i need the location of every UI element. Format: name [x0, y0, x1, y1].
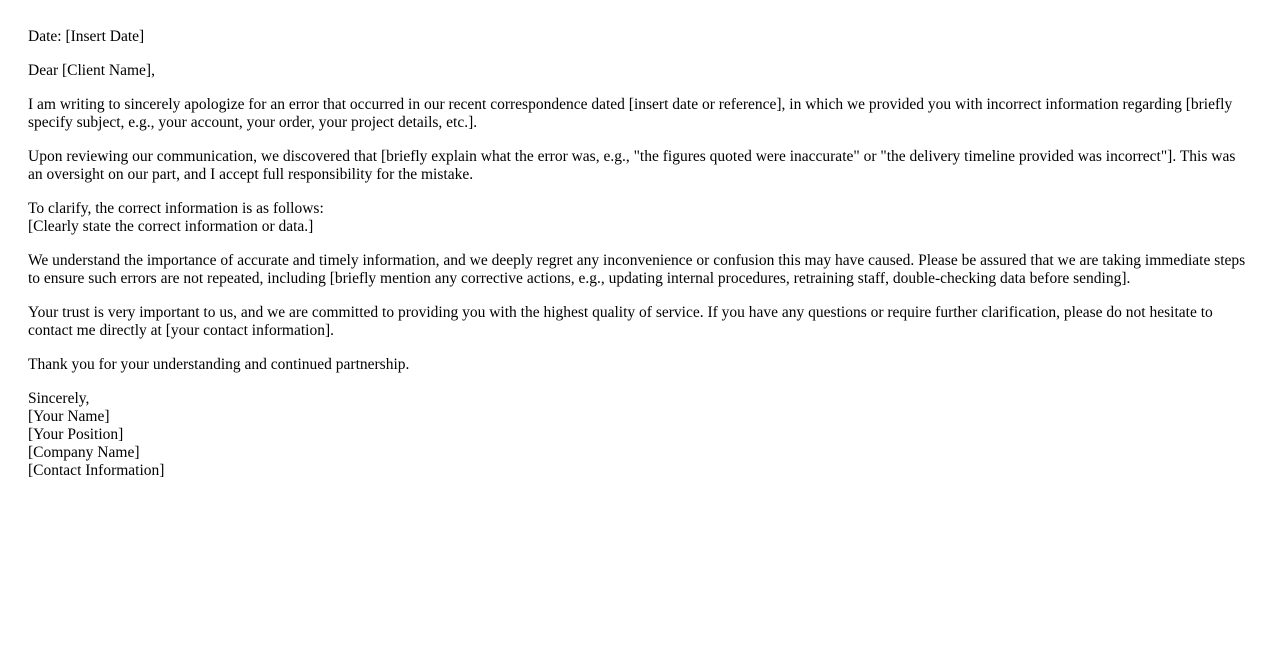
signature-block: [28, 390, 1250, 480]
paragraph-clarification: [28, 200, 1250, 236]
clarification-intro: To clarify, the correct information is as follows:: [28, 200, 324, 217]
paragraph-trust: Your trust is very important to us, and we are committed to providing you with the highest quality of service. If you have any questions or require further clarification, please do not hesitate to contact me directly at [your contact information].: [28, 304, 1213, 339]
closing: Sincerely,: [28, 390, 90, 407]
signature-position: [Your Position]: [28, 426, 124, 443]
salutation: Dear [Client Name],: [28, 62, 155, 79]
signature-contact: [Contact Information]: [28, 462, 165, 479]
clarification-detail: [Clearly state the correct information or data.]: [28, 218, 314, 235]
signature-name: [Your Name]: [28, 408, 110, 425]
paragraph-error-explanation: Upon reviewing our communication, we discovered that [briefly explain what the error was, e.g., "the figures quoted were inaccurate" or "the delivery timeline provided was incorrect"]. This was an oversight on our part, and I accept full responsibility for the mistake.: [28, 148, 1236, 183]
paragraph-thanks: Thank you for your understanding and continued partnership.: [28, 356, 410, 373]
paragraph-apology: I am writing to sincerely apologize for an error that occurred in our recent correspondence dated [insert date or reference], in which we provided you with incorrect information regarding [briefly specify subject, e.g., your account, your order, your project details, etc.].: [28, 96, 1233, 131]
letter-body: [28, 28, 1250, 496]
paragraph-corrective-actions: We understand the importance of accurate and timely information, and we deeply regret any inconvenience or confusion this may have caused. Please be assured that we are taking immediate steps to ensure such errors are not repeated, including [briefly mention any corrective actions, e.g., updating internal procedures, retraining staff, double-checking data before sending].: [28, 252, 1246, 287]
date-line: Date: [Insert Date]: [28, 28, 145, 45]
signature-company: [Company Name]: [28, 444, 140, 461]
